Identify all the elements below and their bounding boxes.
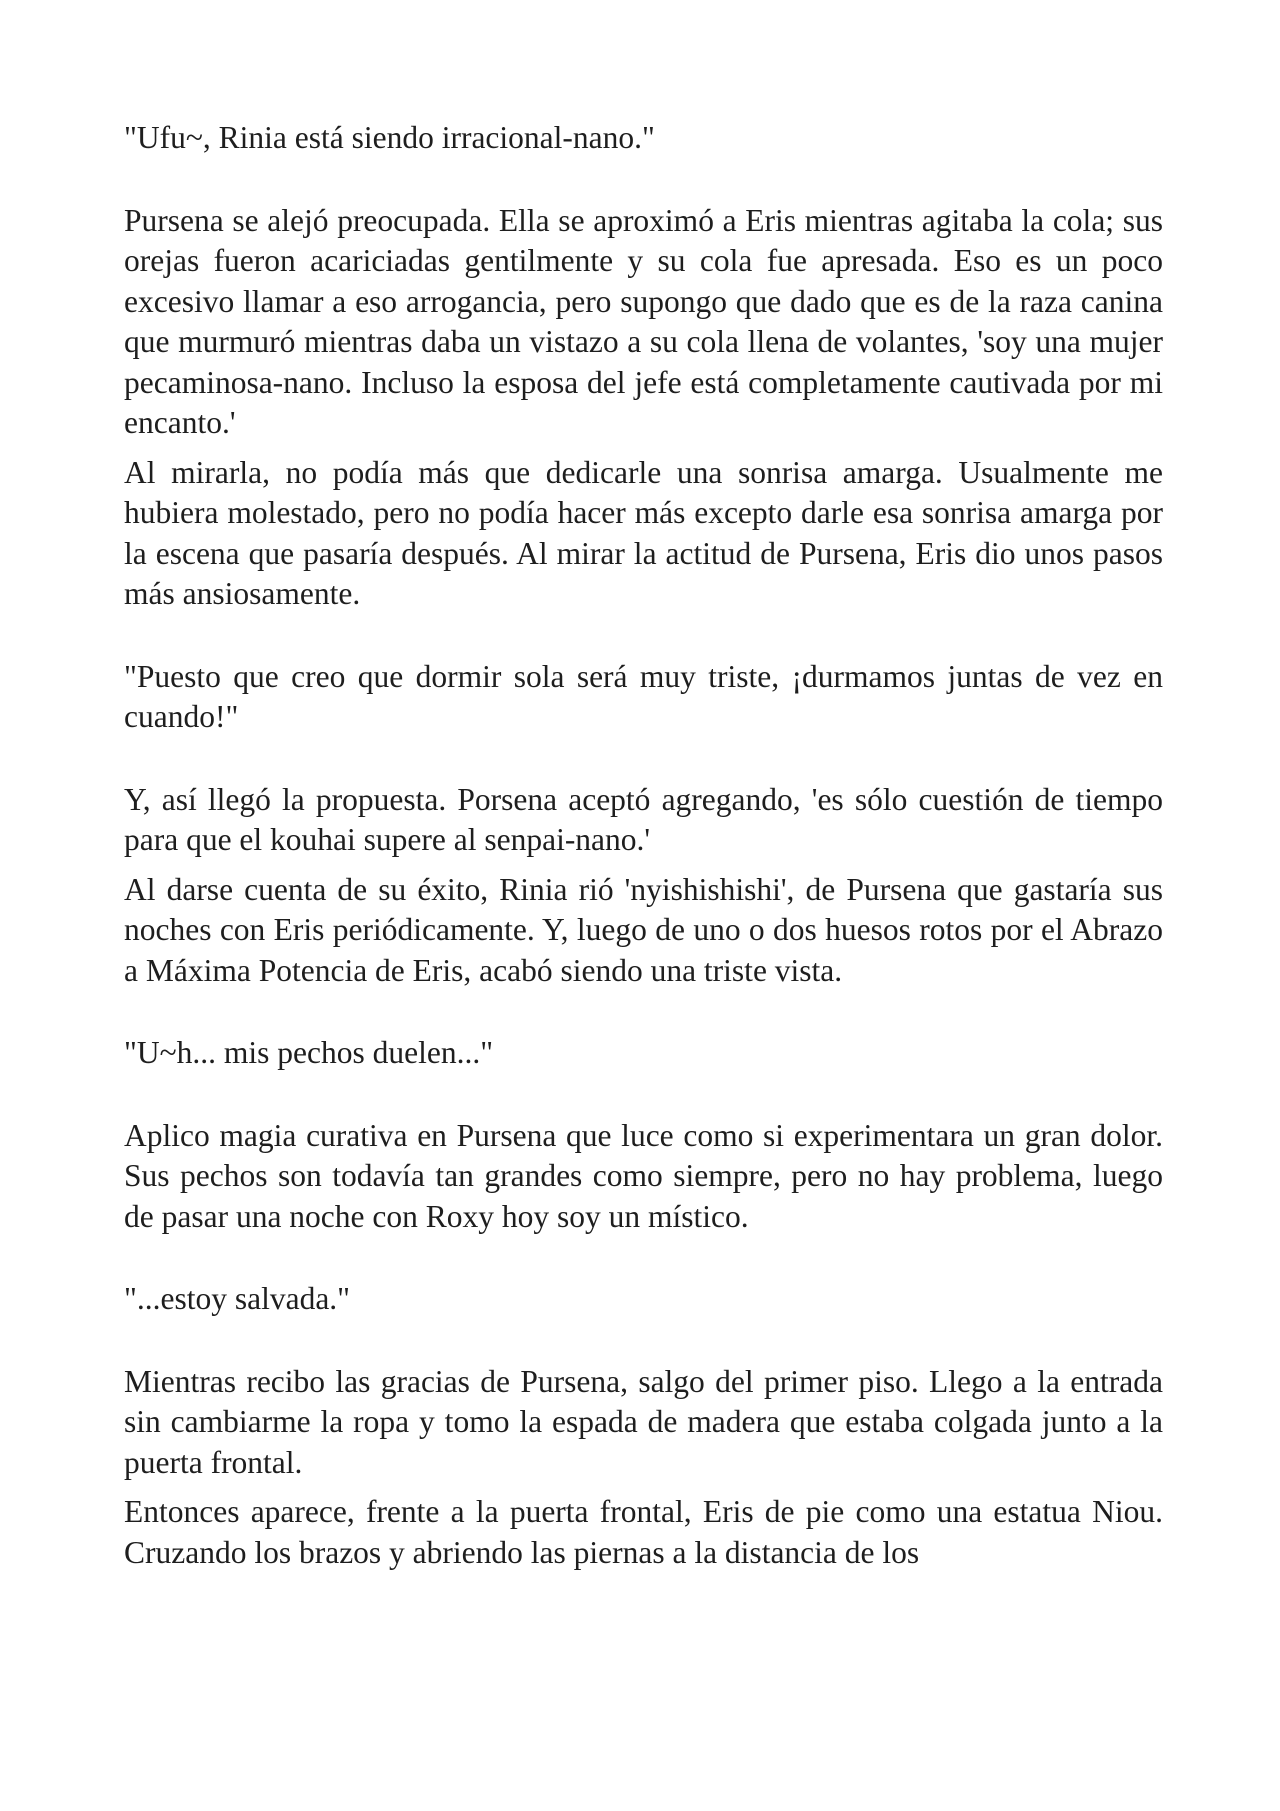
paragraph-11: Entonces aparece, frente a la puerta frontal, Eris de pie como una estatua Niou. Cruzando los brazos y abriendo las piernas a la distancia de los (124, 1494, 1163, 1570)
paragraph-2: Pursena se alejó preocupada. Ella se aproximó a Eris mientras agitaba la cola; sus orejas fueron acariciadas gentilmente y su cola fue apresada. Eso es un poco excesivo llamar a eso arrogancia, pero supongo que dado que es de la raza canina que murmuró mientras daba un vistazo a su cola llena de volantes, 'soy una mujer pecaminosa-nano. Incluso la esposa del jefe está completamente cautivada por mi encanto.' (124, 202, 1163, 440)
document-page (124, 118, 1163, 1573)
paragraph-3: Al mirarla, no podía más que dedicarle una sonrisa amarga. Usualmente me hubiera molestado, pero no podía hacer más excepto darle esa sonrisa amarga por la escena que pasaría después. Al mirar la actitud de Pursena, Eris dio unos pasos más ansiosamente. (124, 454, 1163, 611)
paragraph-7: "U~h... mis pechos duelen..." (124, 1035, 494, 1070)
paragraph-4: "Puesto que creo que dormir sola será muy triste, ¡durmamos juntas de vez en cuando!" (124, 658, 1163, 734)
paragraph-10: Mientras recibo las gracias de Pursena, salgo del primer piso. Llego a la entrada sin cambiarme la ropa y tomo la espada de madera que estaba colgada junto a la puerta frontal. (124, 1363, 1163, 1480)
paragraph-6: Al darse cuenta de su éxito, Rinia rió 'nyishishishi', de Pursena que gastaría sus noches con Eris periódicamente. Y, luego de uno o dos huesos rotos por el Abrazo a Máxima Potencia de Eris, acabó siendo una triste vista. (124, 871, 1163, 988)
paragraph-9: "...estoy salvada." (124, 1281, 351, 1316)
paragraph-1: "Ufu~, Rinia está siendo irracional-nano." (124, 120, 655, 155)
paragraph-8: Aplico magia curativa en Pursena que luce como si experimentara un gran dolor. Sus pechos son todavía tan grandes como siempre, pero no hay problema, luego de pasar una noche con Roxy hoy soy un místico. (124, 1117, 1163, 1234)
paragraph-5: Y, así llegó la propuesta. Porsena aceptó agregando, 'es sólo cuestión de tiempo para que el kouhai supere al senpai-nano.' (124, 781, 1163, 857)
